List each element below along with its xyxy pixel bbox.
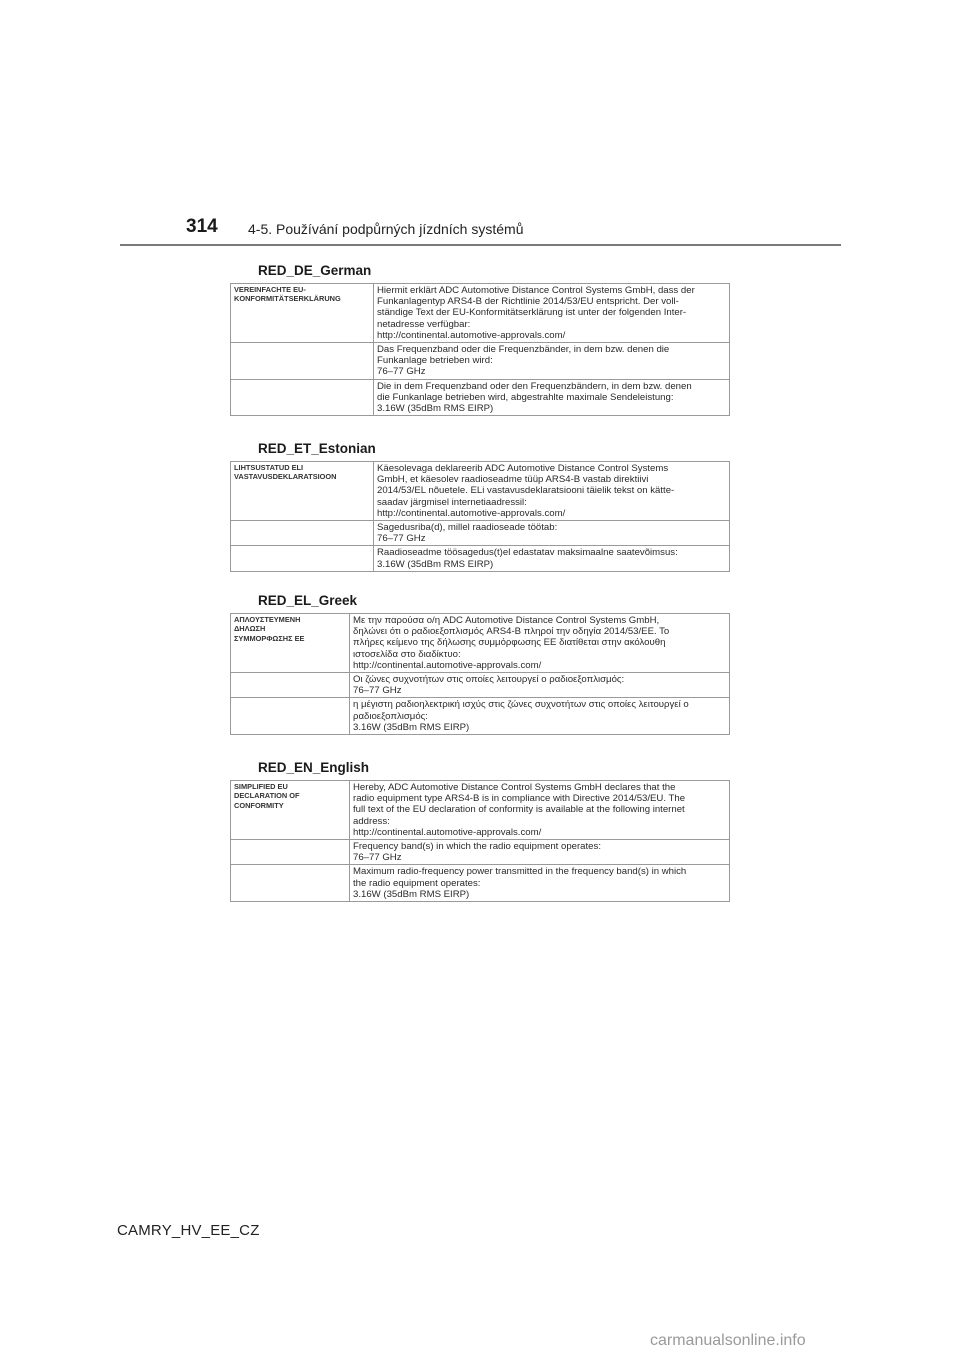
section-heading: RED_DE_German [258, 263, 372, 278]
watermark-text: carmanualsonline.info [650, 1332, 806, 1349]
declaration-text-cell [350, 673, 730, 698]
text-line: saadav järgmisel internetiaadressil: [377, 496, 527, 508]
table-row [231, 284, 730, 343]
declaration-label [231, 614, 350, 673]
text-line: die Funkanlage betrieben wird, abgestrahlte maximale Sendeleistung: [377, 391, 674, 403]
text-line: the radio equipment operates: [353, 877, 481, 889]
empty-label-cell [231, 546, 374, 571]
declaration-text-cell [374, 343, 730, 380]
text-line: GmbH, et käesolev raadioseadme tüüp ARS4-B vastab direktiivi [377, 474, 649, 486]
text-line: Funkanlagentyp ARS4-B der Richtlinie 2014/53/EU entspricht. Der voll- [377, 296, 679, 308]
text-line: Funkanlage betrieben wird: [377, 355, 493, 367]
table-row [231, 698, 730, 735]
table-row [231, 781, 730, 840]
text-line: full text of the EU declaration of conformity is available at the following internet [353, 804, 685, 816]
text-line: radio equipment type ARS4-B is in compliance with Directive 2014/53/EU. The [353, 793, 686, 805]
text-line: ιστοσελίδα στο διαδίκτυο: [353, 648, 461, 660]
page-number: 314 [186, 216, 218, 237]
text-line: http://continental.automotive-approvals.com/ [353, 826, 542, 838]
text-line: 3.16W (35dBm RMS EIRP) [377, 558, 494, 570]
declaration-table [230, 283, 730, 416]
text-line: Sagedusriba(d), millel raadioseade töötab: [377, 522, 558, 534]
declaration-label [231, 284, 374, 343]
declaration-text-cell [374, 521, 730, 546]
empty-label-cell [231, 840, 350, 865]
label-line: VASTAVUSDEKLARATSIOON [234, 472, 337, 482]
table-row [231, 343, 730, 380]
table-row [231, 840, 730, 865]
declaration-section [230, 263, 730, 416]
declaration-text-cell [350, 865, 730, 902]
section-heading: RED_EL_Greek [258, 593, 358, 608]
text-line: 3.16W (35dBm RMS EIRP) [353, 721, 470, 733]
text-line: Die in dem Frequenzband oder den Frequenzbändern, in dem bzw. denen [377, 380, 692, 392]
text-line: http://continental.automotive-approvals.com/ [377, 329, 566, 341]
table-row [231, 521, 730, 546]
label-line: KONFORMITÄTSERKLÄRUNG [234, 294, 341, 304]
declaration-text-cell [350, 840, 730, 865]
empty-label-cell [231, 865, 350, 902]
text-line: 76–77 GHz [353, 685, 402, 697]
text-line: δηλώνει ότι ο ραδιοεξοπλισμός ARS4-B πληροί την οδηγία 2014/53/ΕΕ. Το [353, 626, 670, 638]
table-row [231, 379, 730, 416]
label-line: DECLARATION OF [234, 791, 300, 801]
empty-label-cell [231, 698, 350, 735]
declaration-label [231, 462, 374, 521]
label-line: LIHTSUSTATUD ELI [234, 463, 304, 472]
chapter-title: 4-5. Používání podpůrných jízdních systémů [248, 221, 524, 237]
text-line: address: [353, 815, 390, 827]
empty-label-cell [231, 521, 374, 546]
text-line: Käesolevaga deklareerib ADC Automotive Distance Control Systems [377, 463, 669, 474]
text-line: Hiermit erklärt ADC Automotive Distance Control Systems GmbH, dass der [377, 285, 695, 296]
text-line: 76–77 GHz [377, 533, 426, 545]
text-line: http://continental.automotive-approvals.com/ [353, 659, 542, 671]
text-line: 76–77 GHz [377, 366, 426, 378]
section-heading: RED_ET_Estonian [258, 441, 376, 456]
declaration-text-cell [374, 462, 730, 521]
declaration-text-cell [374, 379, 730, 416]
declaration-section [230, 441, 730, 572]
declaration-table [230, 613, 730, 735]
text-line: Hereby, ADC Automotive Distance Control Systems GmbH declares that the [353, 782, 676, 793]
declaration-text-cell [350, 614, 730, 673]
text-line: Οι ζώνες συχνοτήτων στις οποίες λειτουργεί ο ραδιοεξοπλισμός: [353, 674, 625, 686]
declaration-text-cell [350, 781, 730, 840]
text-line: 3.16W (35dBm RMS EIRP) [377, 403, 494, 415]
text-line: Raadioseadme töösagedus(t)el edastatav maksimaalne saatevõimsus: [377, 547, 678, 559]
table-row [231, 546, 730, 571]
label-line: SIMPLIFIED EU [234, 782, 288, 791]
table-row [231, 614, 730, 673]
label-line: ΔΗΛΩΣΗ [234, 624, 266, 634]
declaration-section [230, 760, 730, 902]
header-rule [120, 244, 841, 246]
text-line: Με την παρούσα ο/η ADC Automotive Distance Control Systems GmbH, [353, 615, 660, 626]
text-line: http://continental.automotive-approvals.com/ [377, 507, 566, 519]
declaration-text-cell [350, 698, 730, 735]
document-code: CAMRY_HV_EE_CZ [117, 1222, 260, 1239]
text-line: 3.16W (35dBm RMS EIRP) [353, 888, 470, 900]
text-line: Maximum radio-frequency power transmitted in the frequency band(s) in which [353, 866, 687, 878]
declaration-text-cell [374, 546, 730, 571]
text-line: 76–77 GHz [353, 852, 402, 864]
text-line: ραδιοεξοπλισμός: [353, 710, 428, 722]
label-line: CONFORMITY [234, 800, 284, 810]
text-line: netadresse verfügbar: [377, 318, 471, 330]
text-line: Das Frequenzband oder die Frequenzbänder, in dem bzw. denen die [377, 344, 670, 356]
section-heading: RED_EN_English [258, 760, 370, 775]
text-line: πλήρες κείμενο της δήλωσης συμμόρφωσης ΕΕ διατίθεται στην ακόλουθη [353, 637, 666, 649]
declaration-section [230, 593, 730, 735]
label-line: ΑΠΛΟΥΣΤΕΥΜΕΝΗ [234, 615, 301, 624]
label-line: ΣΥΜΜΟΡΦΩΣΗΣ ΕΕ [234, 633, 305, 643]
table-row [231, 673, 730, 698]
declaration-label [231, 781, 350, 840]
text-line: ständige Text der EU-Konformitätserklärung ist unter der folgenden Inter- [377, 307, 687, 319]
declaration-table [230, 780, 730, 902]
table-row [231, 865, 730, 902]
empty-label-cell [231, 673, 350, 698]
text-line: Frequency band(s) in which the radio equipment operates: [353, 841, 601, 853]
text-line: 2014/53/EL nõuetele. ELi vastavusdeklaratsiooni täielik tekst on kätte- [377, 485, 675, 497]
table-row [231, 462, 730, 521]
empty-label-cell [231, 379, 374, 416]
label-line: VEREINFACHTE EU- [234, 285, 306, 294]
text-line: η μέγιστη ραδιοηλεκτρική ισχύς στις ζώνες συχνοτήτων στις οποίες λειτουργεί ο [353, 699, 689, 711]
empty-label-cell [231, 343, 374, 380]
declaration-table [230, 461, 730, 572]
declaration-text-cell [374, 284, 730, 343]
